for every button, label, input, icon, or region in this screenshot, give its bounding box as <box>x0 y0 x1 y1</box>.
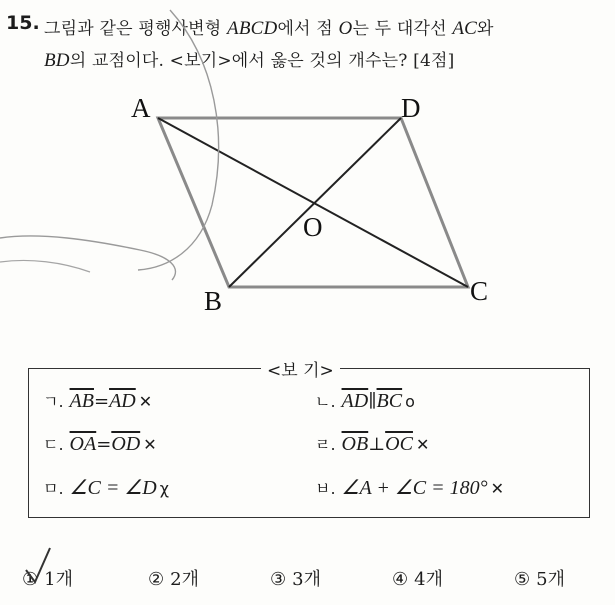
vertex-label-b: B <box>204 286 223 316</box>
choice-number: ① <box>22 569 39 590</box>
choice-2[interactable] <box>148 565 199 591</box>
question-text: 와 <box>477 19 494 39</box>
statement-digeut <box>43 432 157 456</box>
choice-text: 1개 <box>44 569 73 590</box>
segment: $\overline{BC}$ <box>376 390 403 412</box>
angle-expression: ∠C = ∠D <box>69 477 157 499</box>
shape-name: ABCD <box>227 18 278 39</box>
statement-giyeok <box>43 389 152 413</box>
segment: $\overline{AD}$ <box>341 390 369 412</box>
handwritten-mark: ✕ <box>415 435 430 454</box>
segment: $\overline{AB}$ <box>69 390 94 412</box>
statement-mieum <box>43 475 169 500</box>
segment: $\overline{AD}$ <box>109 390 136 412</box>
choice-text: 3개 <box>292 569 321 590</box>
choice-5[interactable] <box>514 565 565 591</box>
question-text: 에서 점 <box>277 19 339 39</box>
segment: $\overline{OD}$ <box>111 433 141 455</box>
choice-text: 4개 <box>414 569 443 590</box>
choice-4[interactable] <box>392 565 443 591</box>
choice-text: 5개 <box>536 569 565 590</box>
question-text: 그림과 같은 평행사변형 <box>44 19 228 39</box>
operator: = <box>96 434 112 455</box>
statement-bieup <box>315 475 504 500</box>
handwritten-mark: ✕ <box>490 479 504 498</box>
choice-number: ④ <box>392 569 409 590</box>
choice-1[interactable] <box>22 565 73 591</box>
diagonal-bd <box>229 118 401 287</box>
vertex-label-o: O <box>303 212 323 242</box>
diagonal-ac <box>158 118 468 287</box>
choice-number: ⑤ <box>514 569 531 590</box>
vertex-label-a: A <box>131 93 151 123</box>
segment: $\overline{OC}$ <box>385 433 413 455</box>
operator: ∥ <box>368 391 377 412</box>
bogi-title: <보 기> <box>261 356 340 381</box>
question-number: 15. <box>6 12 40 34</box>
angle-expression: ∠A + ∠C = 180° <box>341 477 488 499</box>
diagonal-name: AC <box>452 18 478 39</box>
handwritten-mark: o <box>405 392 415 411</box>
choice-number: ③ <box>270 569 287 590</box>
statement-label: ㄹ. <box>315 435 336 454</box>
diagonal-name: BD <box>44 50 70 71</box>
segment: $\overline{OA}$ <box>69 433 97 455</box>
vertex-label-c: C <box>470 276 489 306</box>
statement-label: ㄱ. <box>43 392 64 411</box>
statement-rieul <box>315 432 429 456</box>
vertex-label-d: D <box>401 93 421 123</box>
bogi-box <box>28 361 590 518</box>
segment: $\overline{OB}$ <box>341 433 369 455</box>
handwritten-mark: ✕ <box>143 435 157 454</box>
statement-label: ㄴ. <box>315 392 336 411</box>
question-text: 는 두 대각선 <box>352 19 453 39</box>
statement-label: ㄷ. <box>43 435 64 454</box>
choice-number: ② <box>148 569 165 590</box>
point-name: O <box>338 18 353 39</box>
choice-text: 2개 <box>170 569 199 590</box>
handwritten-mark: ✕ <box>138 392 153 411</box>
operator: ⊥ <box>368 434 386 455</box>
statement-label: ㅁ. <box>43 479 64 498</box>
handwritten-mark: χ <box>159 479 169 498</box>
statement-label: ㅂ. <box>315 479 336 498</box>
statement-nieun <box>315 389 415 413</box>
question-text: 의 교점이다. <보기>에서 옳은 것의 개수는? <box>69 51 408 71</box>
score-label: [4점] <box>413 51 455 71</box>
operator: = <box>93 391 110 412</box>
choice-3[interactable] <box>270 565 321 591</box>
